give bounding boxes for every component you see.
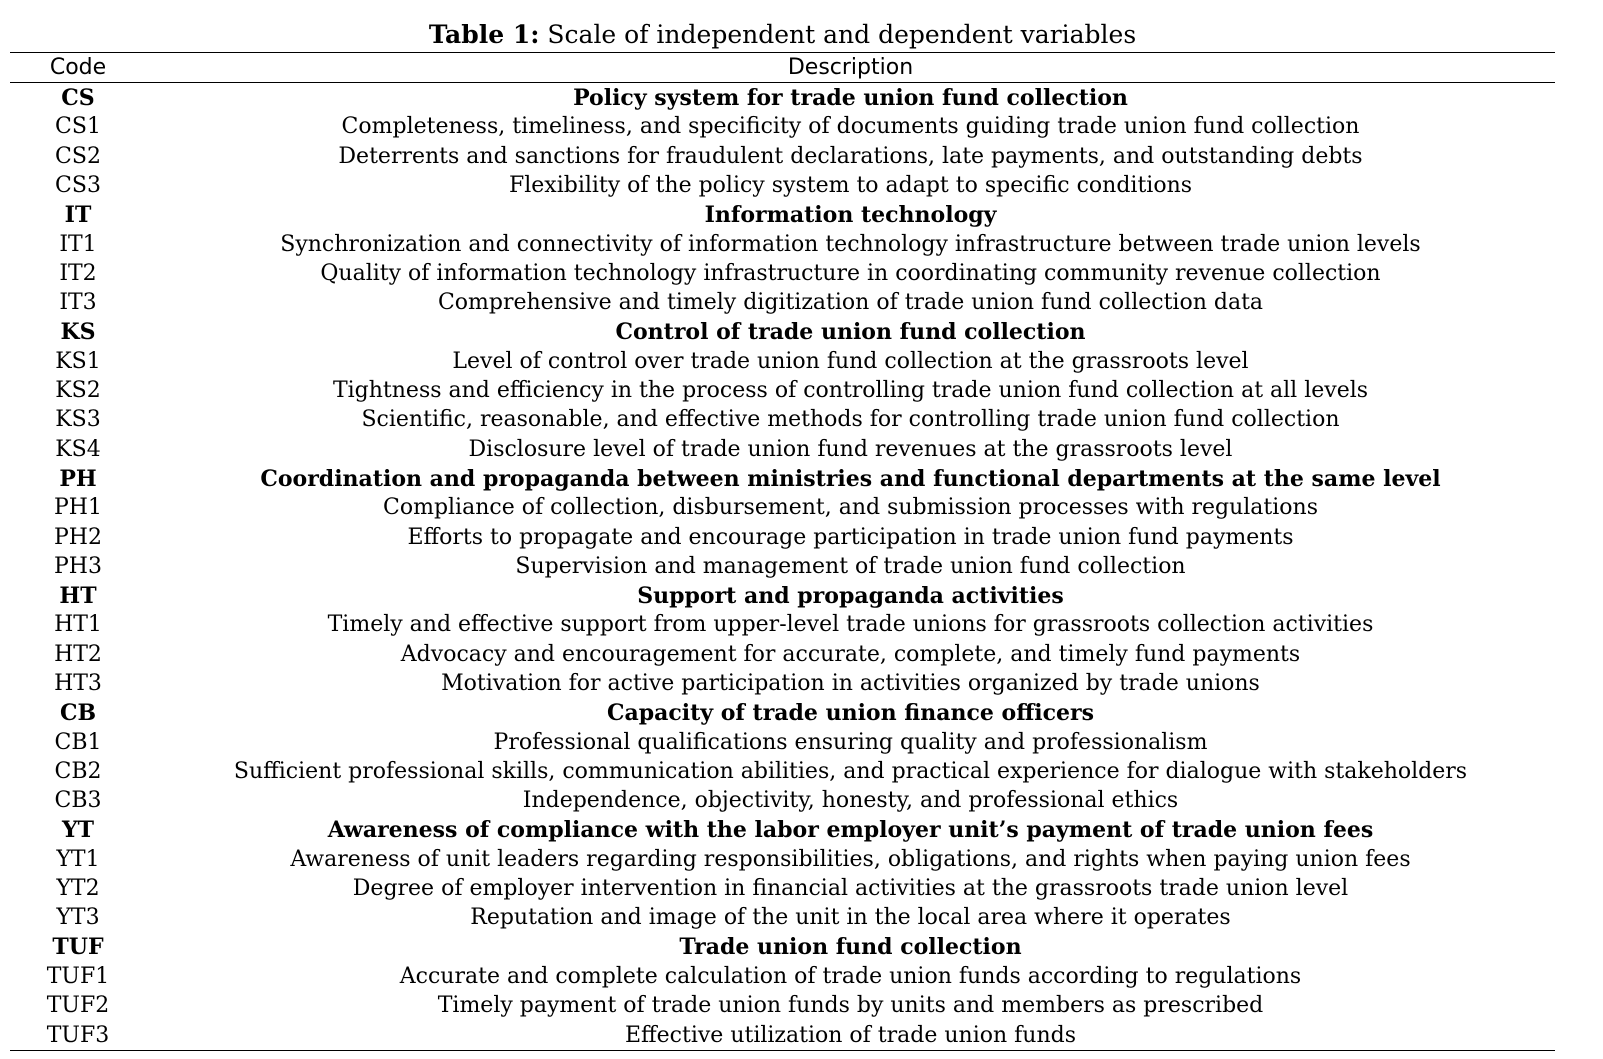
table-row	[10, 845, 1555, 874]
row-description: Motivation for active participation in activities organized by trade unions	[441, 671, 1260, 697]
table-row	[10, 962, 1555, 991]
table-group-row	[10, 698, 1555, 727]
row-description: Supervision and management of trade union fund collection	[515, 553, 1186, 579]
row-code: KS4	[55, 436, 101, 462]
row-code: PH	[59, 465, 97, 492]
row-code: CB	[59, 699, 97, 726]
table-caption	[10, 18, 1555, 52]
row-description: Synchronization and connectivity of information technology infrastructure between trade union levels	[280, 231, 1421, 257]
row-description: Support and propaganda activities	[637, 582, 1064, 609]
row-description: Awareness of unit leaders regarding responsibilities, obligations, and rights when paying union fees	[290, 846, 1411, 872]
row-description: Advocacy and encouragement for accurate, complete, and timely fund payments	[400, 641, 1301, 667]
table-row	[10, 669, 1555, 698]
table-row	[10, 903, 1555, 932]
table-group-row	[10, 933, 1555, 962]
table-row	[10, 435, 1555, 464]
table-row	[10, 610, 1555, 639]
row-description: Comprehensive and timely digitization of trade union fund collection data	[437, 290, 1264, 316]
row-description: Trade union fund collection	[679, 934, 1022, 961]
table-bottom-rule	[10, 1050, 1555, 1051]
row-code: CS2	[55, 143, 101, 169]
row-code: YT2	[56, 876, 100, 902]
table-row	[10, 171, 1555, 200]
row-description: Flexibility of the policy system to adapt to specific conditions	[508, 173, 1193, 199]
table-header-row	[10, 53, 1555, 82]
row-code: PH2	[54, 524, 102, 550]
table-group-row	[10, 83, 1555, 112]
row-code: HT	[59, 582, 97, 609]
row-description: Timely payment of trade union funds by units and members as prescribed	[437, 993, 1264, 1019]
row-description: Completeness, timeliness, and specificity of documents guiding trade union fund collection	[341, 114, 1360, 140]
table-row	[10, 259, 1555, 288]
table-row	[10, 1021, 1555, 1050]
header-code: Code	[49, 55, 107, 80]
row-description: Accurate and complete calculation of trade union funds according to regulations	[399, 964, 1302, 990]
table-row	[10, 552, 1555, 581]
table-row	[10, 405, 1555, 434]
row-code: CS3	[55, 173, 101, 199]
row-description: Control of trade union fund collection	[615, 319, 1086, 346]
row-description: Compliance of collection, disbursement, and submission processes with regulations	[383, 495, 1318, 521]
table-row	[10, 493, 1555, 522]
row-description: Tightness and efficiency in the process of controlling trade union fund collection at all levels	[332, 378, 1369, 404]
row-description: Information technology	[704, 201, 997, 228]
row-description: Level of control over trade union fund collection at the grassroots level	[452, 348, 1249, 374]
table-row	[10, 640, 1555, 669]
row-code: PH1	[54, 495, 102, 521]
row-code: IT3	[59, 290, 97, 316]
variables-table	[10, 52, 1555, 1051]
row-description: Awareness of compliance with the labor employer unit’s payment of trade union fees	[327, 817, 1374, 844]
row-code: CS	[61, 84, 95, 111]
row-code: HT2	[54, 641, 102, 667]
table-row	[10, 347, 1555, 376]
row-description: Coordination and propaganda between ministries and functional departments at the same level	[260, 465, 1441, 492]
row-description: Scientific, reasonable, and effective methods for controlling trade union fund collection	[361, 407, 1340, 433]
row-description: Degree of employer intervention in financial activities at the grassroots trade union level	[352, 876, 1349, 902]
row-code: KS	[60, 319, 96, 346]
table-group-row	[10, 200, 1555, 229]
row-code: CB3	[54, 788, 102, 814]
table-row	[10, 288, 1555, 317]
row-description: Effective utilization of trade union funds	[624, 1022, 1077, 1048]
row-code: CS1	[55, 114, 101, 140]
row-description: Disclosure level of trade union fund revenues at the grassroots level	[468, 436, 1233, 462]
row-code: CB1	[54, 729, 102, 755]
table-row	[10, 728, 1555, 757]
row-description: Policy system for trade union fund collection	[573, 84, 1128, 111]
row-description: Professional qualifications ensuring quality and professionalism	[493, 729, 1208, 755]
table-row	[10, 142, 1555, 171]
table-row	[10, 112, 1555, 141]
table-row	[10, 757, 1555, 786]
row-description: Capacity of trade union finance officers	[606, 699, 1095, 726]
row-code: HT1	[54, 612, 102, 638]
table-group-row	[10, 815, 1555, 844]
row-code: YT	[61, 817, 95, 844]
table-group-row	[10, 317, 1555, 346]
table-row	[10, 229, 1555, 258]
table-caption-label: Table 1:	[428, 20, 540, 49]
table-row	[10, 874, 1555, 903]
header-description: Description	[787, 55, 914, 80]
row-code: TUF1	[46, 964, 110, 990]
table-row	[10, 376, 1555, 405]
row-code: YT1	[56, 846, 100, 872]
row-code: KS2	[55, 378, 101, 404]
row-description: Quality of information technology infrastructure in coordinating community revenue collection	[320, 260, 1381, 286]
row-code: IT2	[59, 260, 97, 286]
row-description: Efforts to propagate and encourage participation in trade union fund payments	[407, 524, 1294, 550]
row-code: PH3	[54, 553, 102, 579]
table-body	[10, 83, 1555, 1050]
row-description: Reputation and image of the unit in the local area where it operates	[470, 905, 1231, 931]
table-row	[10, 522, 1555, 551]
row-code: TUF3	[46, 1022, 110, 1048]
row-description: Timely and effective support from upper-level trade unions for grassroots collection activities	[327, 612, 1374, 638]
row-code: IT1	[59, 231, 97, 257]
row-description: Independence, objectivity, honesty, and professional ethics	[522, 788, 1179, 814]
row-code: HT3	[54, 671, 102, 697]
row-code: KS1	[55, 348, 101, 374]
row-code: TUF2	[46, 993, 110, 1019]
table-group-row	[10, 464, 1555, 493]
table-caption-text: Scale of independent and dependent variables	[547, 20, 1137, 49]
row-description: Deterrents and sanctions for fraudulent declarations, late payments, and outstanding debts	[338, 143, 1363, 169]
row-code: CB2	[54, 758, 102, 784]
row-description: Sufficient professional skills, communication abilities, and practical experience for dialogue with stakeholders	[233, 758, 1468, 784]
table-row	[10, 991, 1555, 1020]
table-group-row	[10, 581, 1555, 610]
row-code: TUF	[52, 934, 104, 961]
row-code: YT3	[56, 905, 100, 931]
row-code: KS3	[55, 407, 101, 433]
table-row	[10, 786, 1555, 815]
row-code: IT	[64, 201, 92, 228]
